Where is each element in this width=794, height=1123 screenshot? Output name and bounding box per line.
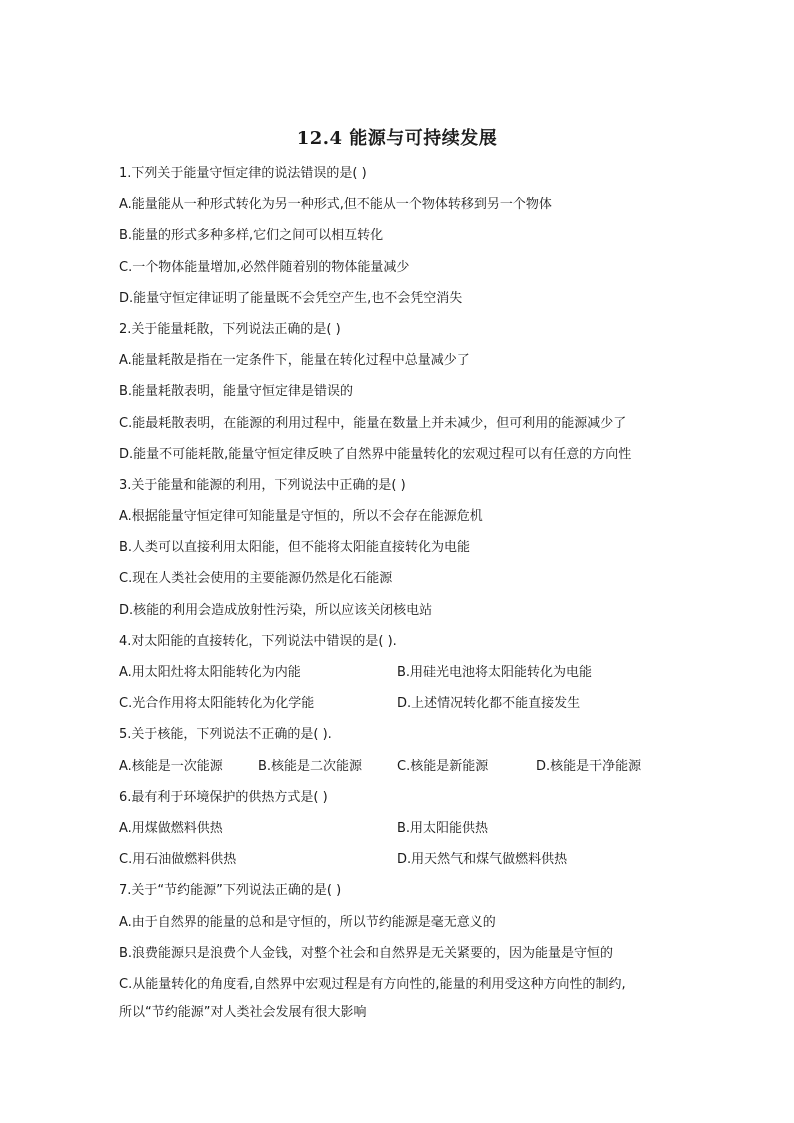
question-6-stem: 6.最有利于环境保护的供热方式是( ) [119,789,328,805]
question-1-option-c: C.一个物体能量增加,必然伴随着别的物体能量减少 [119,259,410,275]
question-7-option-b: B.浪费能源只是浪费个人金钱，对整个社会和自然界是无关紧要的，因为能量是守恒的 [119,945,614,961]
question-list [119,163,689,1033]
question-7-option-a: A.由于自然界的能量的总和是守恒的，所以节约能源是毫无意义的 [119,914,496,930]
document-title: 12.4 能源与可持续发展 [296,128,498,149]
question-1-stem: 1.下列关于能量守恒定律的说法错误的是( ) [119,166,367,181]
question-3-stem: 3.关于能量和能源的利用，下列说法中正确的是( ) [119,477,406,493]
question-7-stem: 7.关于“节约能源”下列说法正确的是( ) [119,883,342,899]
question-3-option-b: B.人类可以直接利用太阳能，但不能将太阳能直接转化为电能 [119,540,471,556]
question-5-option-a: A.核能是一次能源 [119,758,223,774]
question-2-option-c: C.能最耗散表明，在能源的利用过程中，能量在数量上并未减少，但可利用的能源减少了 [119,415,627,431]
question-4-option-a: A.用太阳灶将太阳能转化为内能 [119,665,301,680]
question-6-option-b: B.用太阳能供热 [397,820,489,836]
question-4-option-b: B.用硅光电池将太阳能转化为电能 [397,665,593,680]
question-7-option-c-line-2: 所以“节约能源”对人类社会发展有很大影响 [119,1004,367,1020]
question-4-option-c: C.光合作用将太阳能转化为化学能 [119,696,315,712]
question-6-option-d: D.用天然气和煤气做燃料供热 [397,852,568,868]
question-5-options-row [119,756,689,787]
question-3-option-d: D.核能的利用会造成放射性污染，所以应该关闭核电站 [119,602,433,618]
question-2-option-b: B.能量耗散表明，能量守恒定律是错误的 [119,384,354,400]
question-1-option-a: A.能量能从一种形式转化为另一种形式,但不能从一个物体转移到另一个物体 [119,197,552,213]
question-4-stem: 4.对太阳能的直接转化，下列说法中错误的是( ). [119,633,397,649]
question-6-options-row-1 [119,818,689,849]
question-2-stem: 2.关于能量耗散，下列说法正确的是( ) [119,321,341,337]
question-6-options-row-2 [119,849,689,880]
question-4-options-row-2 [119,693,689,724]
question-2-option-a: A.能量耗散是指在一定条件下，能量在转化过程中总量减少了 [119,353,470,369]
question-3-option-c: C.现在人类社会使用的主要能源仍然是化石能源 [119,571,393,587]
question-1-option-d: D.能量守恒定律证明了能量既不会凭空产生,也不会凭空消失 [119,290,463,306]
question-7-option-c-line-1: C.从能量转化的角度看,自然界中宏观过程是有方向性的,能量的利用受这种方向性的制约, [119,976,626,992]
question-3-option-a: A.根据能量守恒定律可知能量是守恒的，所以不会存在能源危机 [119,509,483,525]
question-5-option-d: D.核能是干净能源 [536,758,642,774]
question-4-options-row-1 [119,662,689,693]
question-4-option-d: D.上述情况转化都不能直接发生 [397,696,581,712]
question-5-stem: 5.关于核能，下列说法不正确的是( ). [119,727,332,743]
question-2-option-d: D.能量不可能耗散,能量守恒定律反映了自然界中能量转化的宏观过程可以有任意的方向性 [119,446,632,462]
question-5-option-c: C.核能是新能源 [397,758,489,774]
question-1-option-b: B.能量的形式多种多样,它们之间可以相互转化 [119,228,384,244]
question-6-option-a: A.用煤做燃料供热 [119,820,223,836]
question-5-option-b: B.核能是二次能源 [258,758,363,774]
question-6-option-c: C.用石油做燃料供热 [119,852,237,868]
